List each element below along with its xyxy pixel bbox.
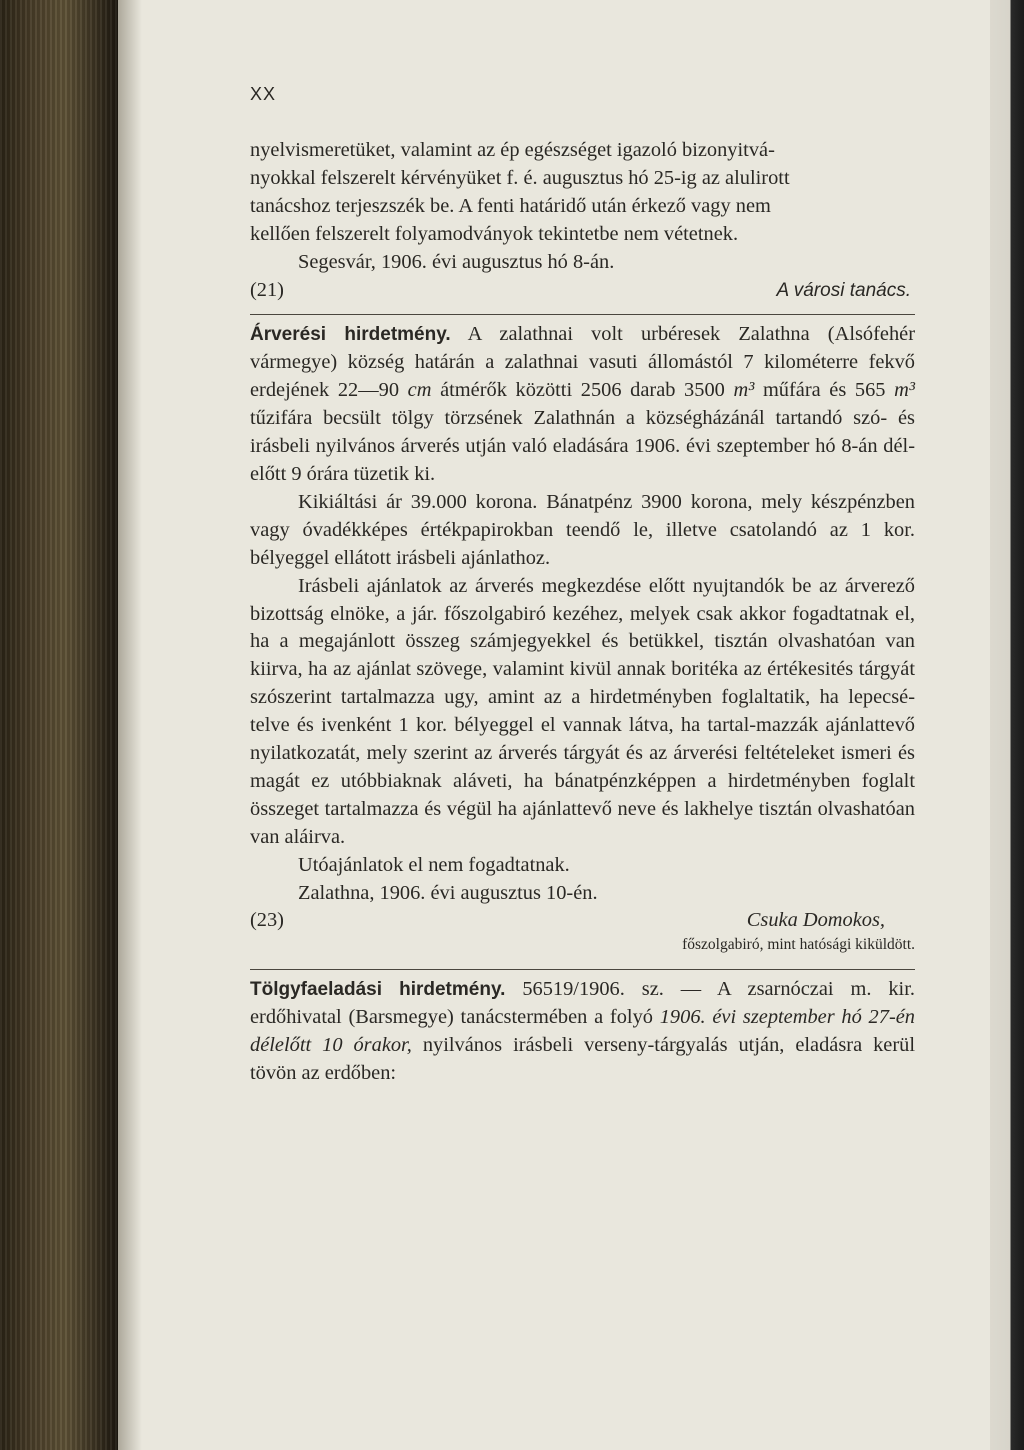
notice1-number: (21) [250, 278, 284, 301]
notice1-signature: A városi tanács. [776, 279, 911, 301]
notice2-text-lead: A zalathnai volt urbéresek Zalathna (Alsófehér vármegye) község határán a zalathnai vasuti állomástól 7 kilométerre fekvő erdejének 22—90 [250, 323, 915, 402]
notice2-paragraph-3: Irásbeli ajánlatok az árverés megkezdése előtt nyujtandók be az árverező bizottság elnöke, a jár. főszolgabiró kezéhez, melyek csak akkor fogadtatnak el, ha a megajánlott összeg számjegyekkel és betükkel, tisztán olvashatóan van kiirva, ha az ajánlat szövege, valamint kivül annak boritéka az értékesités tárgyát szószerint tartalmazza ugy, amint az a hirdetményben foglaltatik, ha lepecsé-telve és ivenként 1 kor. bélyeggel el vannak látva, ha tartal-mazzák ajánlattevő nyilatkozatát, mely szerint az árverés tárgyát és az árverési feltételeket ismeri és magát ez utóbbiaknak aláveti, ha bánatpénzképpen a hirdetményben foglalt összeget tartalmazza és végül ha ajánlattevő neve és lakhelye tisztán olvashatóan van aláirva. [250, 574, 915, 848]
notice1-line-1: nyelvismeretüket, valamint az ép egészséget igazoló bizonyitvá- [250, 139, 775, 161]
notice2-text-tail: tűzifára becsült tölgy törzsének Zalathnán a községházánál tartandó szó- és irásbeli nyilvános árverés utján való eladására 1906. évi szeptember hó 8-án dél-előtt 9 órára tüzetik ki. [250, 407, 915, 485]
notice2-text-mid: átmérők közötti 2506 darab 3500 [440, 379, 725, 402]
separator-rule [250, 314, 915, 315]
separator-rule [250, 969, 915, 970]
notice2-place-date: Zalathna, 1906. évi augusztus 10-én. [298, 881, 598, 904]
notice3-paragraph [250, 976, 915, 1088]
notice3-text-tail: nyilvános irásbeli verseny-tárgyalás utján, eladásra kerül tövön az erdőben: [250, 1034, 915, 1085]
notice1-place-date: Segesvár, 1906. évi augusztus hó 8-án. [298, 250, 615, 273]
notice2-signature-role: főszolgabiró, mint hatósági kiküldött. [682, 936, 915, 954]
notice2-footer [250, 907, 915, 935]
notice1-footer [250, 277, 915, 305]
notice3-date-italic: 1906. évi szeptember hó 27-én délelőtt 10 órakor, [250, 1006, 915, 1057]
notice2-number: (23) [250, 909, 284, 932]
unit-m3: m³ [733, 379, 755, 402]
notice3-text-lead: 56519/1906. sz. — A zsarnóczai m. kir. erdőhivatal (Barsmegye) tanácstermében a folyó [250, 978, 915, 1029]
notice1-line-4: kellően felszerelt folyamodványok tekintetbe nem vétetnek. [250, 222, 739, 245]
notice3-title: Tölgyfaeladási hirdetmény. [250, 979, 506, 1001]
unit-cm: cm [407, 379, 432, 402]
gutter-shadow [118, 0, 142, 1450]
notice2-paragraph-1 [250, 321, 915, 488]
notice2-signature-name: Csuka Domokos, [746, 909, 885, 932]
notice1-line-2: nyokkal felszerelt kérvényüket f. é. augusztus hó 25-ig az alulirott [250, 166, 790, 189]
page-number: XX [250, 84, 277, 104]
notice2-paragraph-2: Kikiáltási ár 39.000 korona. Bánatpénz 3900 korona, mely készpénzben vagy óvadékképes értékpapirokban teendő le, illetve csatolandó az 1 kor. bélyeggel ellátott irásbeli ajánlathoz. [250, 490, 915, 569]
notice2-title: Árverési hirdetmény. [250, 324, 451, 346]
notice1-line-3: tanácshoz terjeszszék be. A fenti határidő után érkező vagy nem [250, 194, 771, 217]
unit-m3: m³ [894, 379, 915, 402]
page-body [250, 137, 915, 1088]
page-edge [990, 0, 1024, 1450]
book-spine [0, 0, 118, 1450]
notice2-paragraph-4: Utóajánlatok el nem fogadtatnak. [298, 853, 570, 876]
notice2-text-mid2: műfára és 565 [762, 379, 886, 402]
